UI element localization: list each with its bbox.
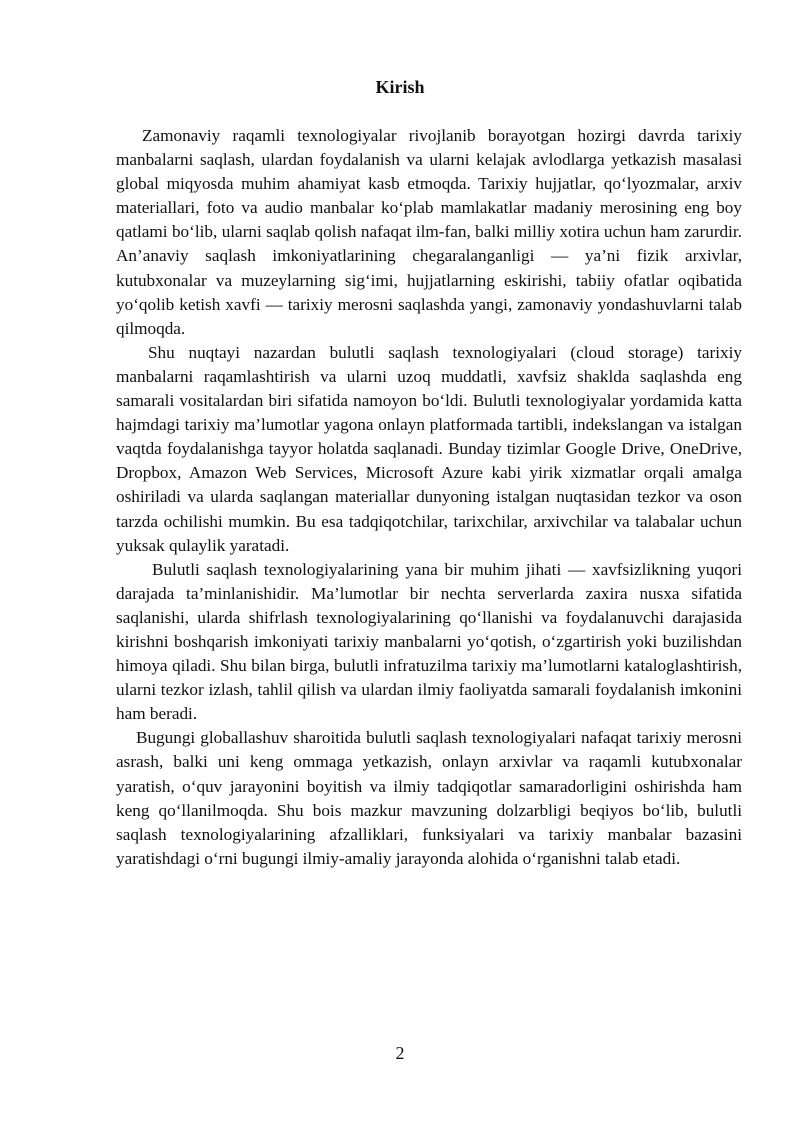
paragraph-4: Bugungi globallashuv sharoitida bulutli saqlash texnologiyalari nafaqat tarixiy merosni asrash, balki uni keng ommaga yetkazish, onlayn arxivlar va raqamli kutubxonalar yaratish, o‘quv jarayonini boyitish va ilmiy tadqiqotlar samaradorligini oshirishda ham keng qo‘llanilmoqda. Shu bois mazkur mavzuning dolzarbligi beqiyos bo‘lib, bulutli saqlash texnologiyalarining afzalliklari, funksiyalari va tarixiy manbalar bazasini yaratishdagi o‘rni bugungi ilmiy-amaliy jarayonda alohida o‘rganishni talab etadi. bbox=[116, 728, 742, 868]
paragraph-2: Shu nuqtayi nazardan bulutli saqlash texnologiyalari (cloud storage) tarixiy manbalarni raqamlashtirish va ularni uzoq muddatli, xavfsiz shaklda saqlashda eng samarali vositalardan biri sifatida namoyon bo‘ldi. Bulutli texnologiyalar yordamida katta hajmdagi tarixiy ma’lumotlar yagona onlayn platformada tartibli, indekslangan va istalgan vaqtda foydalanishga tayyor holatda saqlanadi. Bunday tizimlar Google Drive, OneDrive, Dropbox, Amazon Web Services, Microsoft Azure kabi yirik xizmatlar orqali amalga oshiriladi va ularda saqlangan materiallar dunyoning istalgan nuqtasidan tezkor va oson tarzda ochilishi mumkin. Bu esa tadqiqotchilar, tarixchilar, arxivchilar va talabalar uchun yuksak qulaylik yaratadi. bbox=[116, 342, 742, 555]
page-number: 2 bbox=[395, 1043, 405, 1063]
paragraph-3: Bulutli saqlash texnologiyalarining yana bir muhim jihati — xavfsizlikning yuqori darajada ta’minlanishidir. Ma’lumotlar bir nechta serverlarda zaxira nusxa sifatida saqlanishi, ularda shifrlash texnologiyalarining qo‘llanishi va foydalanuvchi darajasida kirishni boshqarish imkoniyati tarixiy manbalarni yo‘qotish, o‘zgartirish yoki buzilishdan himoya qiladi. Shu bilan birga, bulutli infratuzilma tarixiy ma’lumotlarni kataloglashtirish, ularni tezkor izlash, tahlil qilish va ulardan ilmiy faoliyatda samarali foydalanish imkonini ham beradi. bbox=[116, 559, 742, 724]
body-text bbox=[116, 124, 742, 871]
page-title: Kirish bbox=[375, 77, 425, 97]
paragraph-1: Zamonaviy raqamli texnologiyalar rivojlanib borayotgan hozirgi davrda tarixiy manbalarni saqlash, ulardan foydalanish va ularni kelajak avlodlarga yetkazish masalasi global miqyosda muhim ahamiyat kasb etmoqda. Tarixiy hujjatlar, qo‘lyozmalar, arxiv materiallari, foto va audio manbalar ko‘plab mamlakatlar madaniy merosining eng boy qatlami bo‘lib, ularni saqlab qolish nafaqat ilm-fan, balki milliy xotira uchun ham zarurdir. An’anaviy saqlash imkoniyatlarining chegaralanganligi — ya’ni fizik arxivlar, kutubxonalar va muzeylarning sig‘imi, hujjatlarning eskirishi, tabiiy ofatlar oqibatida yo‘qolib ketish xavfi — tarixiy merosni saqlashda yangi, zamonaviy yondashuvlarni talab qilmoqda. bbox=[116, 126, 742, 338]
